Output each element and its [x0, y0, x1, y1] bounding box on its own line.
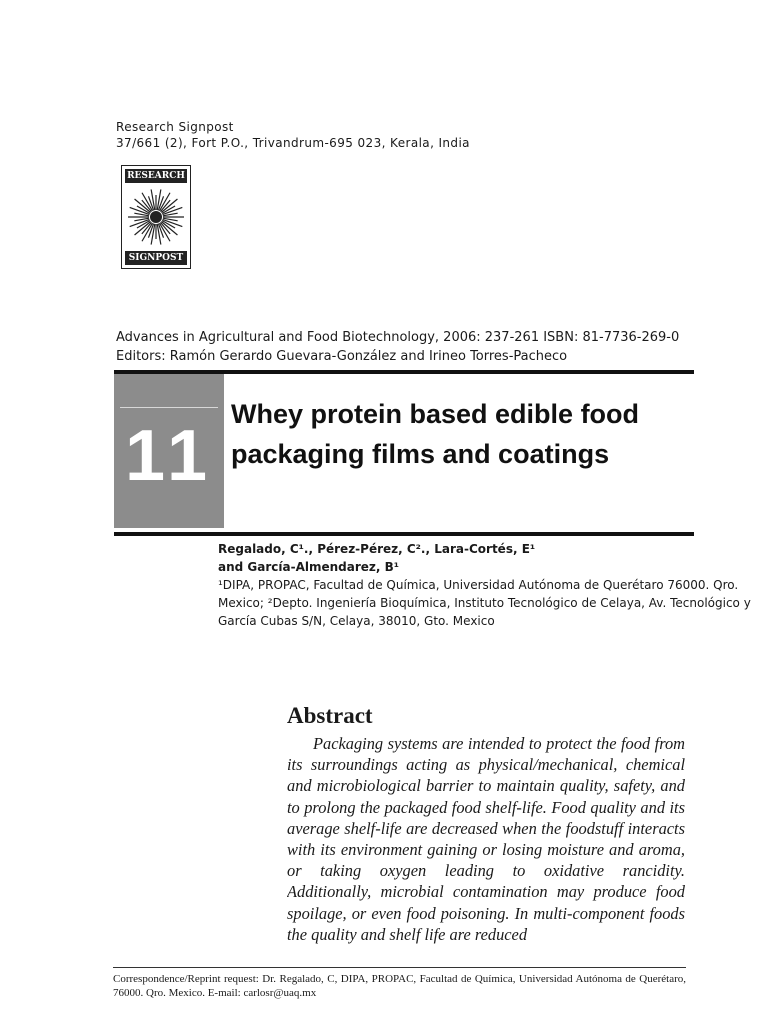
chapter-title: Whey protein based edible food packaging films and coatings [231, 399, 640, 469]
chapter-number: 11 [124, 416, 214, 496]
abstract-text: Packaging systems are intended to protect the food from its surroundings acting as physical/mechanical, chemical and microbiological barrier to maintain quality, safety, and to prolong the packaged food shelf-life. Food quality and its average shelf-life are decreased when the foodstuff interacts with its environment gaining or losing moisture and aroma, or taking oxygen leading to oxidative rancidity. Additionally, microbial contamination may produce food spoilage, or even food poisoning. In multi-component foods the quality and shelf life are reduced [287, 734, 685, 944]
author-affiliation: ¹DIPA, PROPAC, Facultad de Química, Universidad Autónoma de Querétaro 76000. Qro. Mexico; ²Depto. Ingeniería Bioquímica, Instituto Tecnológico de Celaya, Av. Tecnológico y García Cubas S/N, Celaya, 38010, Gto. Mexico [218, 578, 751, 628]
abstract-heading: Abstract [287, 703, 373, 728]
logo-top-text: RESEARCH [125, 169, 187, 183]
publisher-block [116, 119, 470, 151]
author-names-line2: and García-Almendarez, B¹ [218, 560, 400, 574]
publisher-name: Research Signpost [116, 120, 234, 134]
logo-bottom-text: SIGNPOST [125, 251, 187, 265]
chapter-number-box [114, 374, 224, 528]
chapter-box-rule [120, 407, 218, 408]
chapter-title-block [114, 370, 694, 536]
publisher-address: 37/661 (2), Fort P.O., Trivandrum-695 023, Kerala, India [116, 136, 470, 150]
research-signpost-logo [121, 165, 191, 269]
book-editors: Editors: Ramón Gerardo Guevara-González and Irineo Torres-Pacheco [116, 349, 568, 364]
book-reference: Advances in Agricultural and Food Biotechnology, 2006: 237-261 ISBN: 81-7736-269-0 [116, 330, 680, 345]
starburst-icon [127, 188, 185, 246]
book-citation [116, 328, 756, 366]
author-names-line1: Regalado, C¹., Pérez-Pérez, C²., Lara-Cortés, E¹ [218, 542, 536, 556]
authors-block [218, 540, 758, 630]
footnote-divider [113, 967, 686, 968]
correspondence-footnote: Correspondence/Reprint request: Dr. Regalado, C, DIPA, PROPAC, Facultad de Química, Universidad Autónoma de Querétaro, 76000. Qro. Mexico. E-mail: carlosr@uaq.mx [113, 973, 686, 999]
